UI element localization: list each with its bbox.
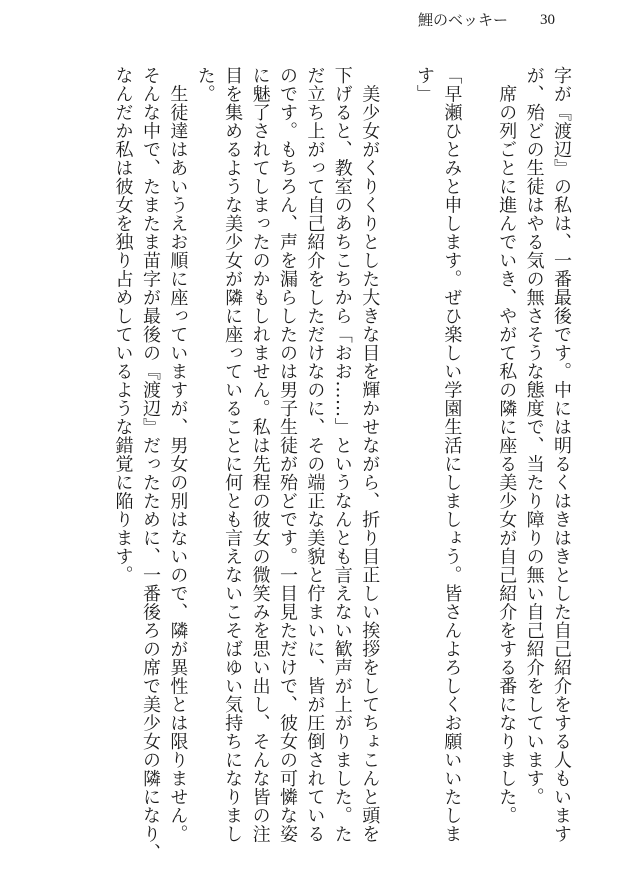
page-number: 30 [540,12,555,28]
text-line: 「早瀬ひとみと申します。ぜひ楽しい学園生活にしましょう。皆さんよろしくお願いいたしま [441,66,463,843]
text-line: なんだか私は彼女を独り占めしているような錯覚に陥ります。 [112,66,134,584]
paragraph-gap [465,66,492,856]
text-line: のです。もちろん、声を漏らしたのは男子生徒が殆どです。一目見ただけで、彼女の可憐な姿 [276,66,298,843]
text-line: に魅了されてしまったのかもしれません。私は先程の彼女の微笑みを思い出し、そんな皆の注 [249,66,271,843]
text-line: 目を集めるような美少女が隣に座っていることに何とも言えないこそばゆい気持ちになりまし [222,66,244,843]
running-header-title: 鯉のベッキー [418,11,509,29]
text-line: 生徒達はあいうえお順に座っていますが、男女の別はないので、隣が異性とは限りません。 [167,66,189,843]
text-line: 席の列ごとに進んでいき、やがて私の隣に座る美少女が自己紹介をする番になりました。 [496,66,518,825]
paragraph-gap [383,66,410,856]
text-line: た。 [194,66,216,103]
text-line: そんな中で、たまたま苗字が最後の『渡辺』だったために、一番後ろの席で美少女の隣になり、 [139,66,161,862]
text-line: 字が『渡辺』の私は、一番最後です。中には明るくはきはきとした自己紹介をする人もいます [551,66,572,843]
text-line: す」 [413,66,435,103]
text-line: が、殆どの生徒はやる気の無さそうな態度で、当たり障りの無い自己紹介をしています。 [523,66,545,806]
text-line: 下げると、教室のあちこちから「おお……」というなんとも言えない歓声が上がりました。た [331,66,353,843]
text-line: 美少女がくりくりとした大きな目を輝かせながら、折り目正しい挨拶をしてちょこんと頭を [359,66,381,843]
body-text [109,66,575,862]
text-line: だ立ち上がって自己紹介をしただけなのに、その端正な美貌と佇まいに、皆が圧倒されている [304,66,326,843]
